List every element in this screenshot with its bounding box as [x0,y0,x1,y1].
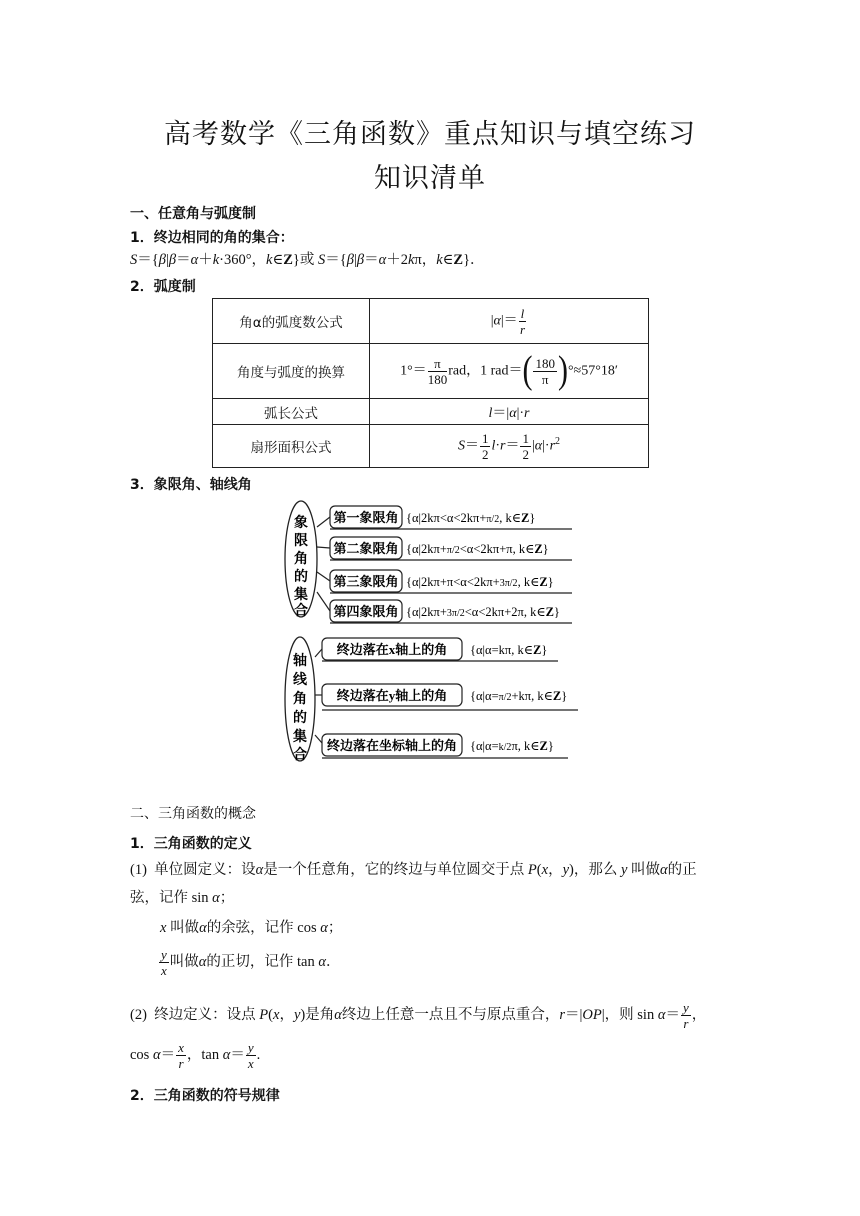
axis-group-char-3: 的 [293,711,307,726]
formula-conversion: 1°＝ $\frac{\pi}{180}$ rad，1 rad＝( $\frac{180}{\pi}$ )°≈57°18′ [370,344,649,399]
quadrant-set-1: {α|2kπ<α<2kπ+π/2, k∈Z} [406,511,536,525]
quadrant-label-1: 第一象限角 [333,510,399,525]
coterminal-formula: S＝{β|β＝α＋k·360°，k∈Z}或 S＝{β|β＝α＋2kπ，k∈Z}． [130,252,485,268]
subsection-1-3: 3．象限角、轴线角 [130,477,252,493]
axis-group-char-2: 角 [293,692,307,707]
quadrant-group-char-1: 限 [294,534,308,549]
quadrant-group-char-5: 合 [294,604,308,619]
table-label-sector: 扇形面积公式 [213,425,370,468]
axis-arrow-3 [315,735,322,743]
quadrant-group-char-2: 角 [294,552,308,567]
subsection-2-1: 1．三角函数的定义 [130,836,252,852]
axis-label-3: 终边落在坐标轴上的角 [326,738,458,753]
axis-group-char-4: 集 [293,730,307,745]
arrow-line-2 [317,547,330,548]
arrow-line-1 [317,517,330,527]
arrow-line-3 [317,572,330,581]
quadrant-label-4: 第四象限角 [333,604,399,619]
quadrant-group-char-3: 的 [294,570,308,585]
terminal-side-definition-line2: cos α＝ $\frac{x}{r}$ ，tan α＝ $\frac{y}{x}$ . [130,1040,261,1071]
axis-set-3: {α|α=k/2π, k∈Z} [470,739,554,753]
quadrant-label-2: 第二象限角 [333,541,399,556]
terminal-side-definition-line1: (2) 终边定义：设点 P(x，y)是角α终边上任意一点且不与原点重合，r＝|OP|，则 sin α＝ $\frac{y}{r}$ ， [130,1000,707,1031]
subsection-1-1: 1．终边相同的角的集合： [130,230,294,246]
unit-circle-definition-line1: (1) 单位圆定义：设α是一个任意角，它的终边与单位圆交于点 P(x，y)，那么 y 叫做α的正 [130,862,697,878]
quadrant-set-3: {α|2kπ+π<α<2kπ+3π/2, k∈Z} [406,575,554,589]
axis-set-2: {α|α=π/2+kπ, k∈Z} [470,689,568,703]
page-subtitle: 知识清单 [374,163,486,193]
quadrant-label-3: 第三象限角 [333,574,399,589]
axis-group-char-1: 线 [293,673,307,688]
unit-circle-definition-line2: 弦，记作 sin α； [130,890,235,906]
axis-group-char-0: 轴 [293,654,307,669]
section-1-heading: 一、任意角与弧度制 [130,206,256,222]
axis-label-2: 终边落在y轴上的角 [336,688,448,703]
axis-arrow-1 [315,649,322,657]
page-title: 高考数学《三角函数》重点知识与填空练习 [164,119,696,149]
cosine-definition: x 叫做α的余弦，记作 cos α； [160,920,343,936]
axis-label-1: 终边落在x轴上的角 [336,642,448,657]
quadrant-set-4: {α|2kπ+3π/2<α<2kπ+2π, k∈Z} [406,605,560,619]
quadrant-set-2: {α|2kπ+π/2<α<2kπ+π, k∈Z} [406,542,549,556]
formula-arc: l＝|α|·r [370,399,649,425]
section-2-heading: 二、三角函数的概念 [130,806,256,822]
quadrant-group-char-4: 集 [294,588,308,603]
radian-formula-table [212,298,649,468]
angle-sets-diagram [280,497,580,765]
axis-set-1: {α|α=kπ, k∈Z} [470,643,548,657]
tangent-definition: $\frac{y}{x}$ 叫做α的正切，记作 tan α． [161,947,341,978]
subsection-2-2: 2．三角函数的符号规律 [130,1088,280,1104]
subsection-1-2: 2．弧度制 [130,279,196,295]
quadrant-group-char-0: 象 [294,516,308,531]
table-label-radian: 角α的弧度数公式 [213,299,370,344]
table-label-conversion: 角度与弧度的换算 [213,344,370,399]
table-label-arc: 弧长公式 [213,399,370,425]
axis-group-char-5: 合 [293,748,307,763]
arrow-line-4 [317,592,330,611]
formula-sector: S＝ $\frac{1}{2}$ l·r＝ $\frac{1}{2}$ $|\alpha|\cdot r^2$ [370,425,649,468]
formula-radian: |α|＝ $\frac{l}{r}$ [370,299,649,344]
